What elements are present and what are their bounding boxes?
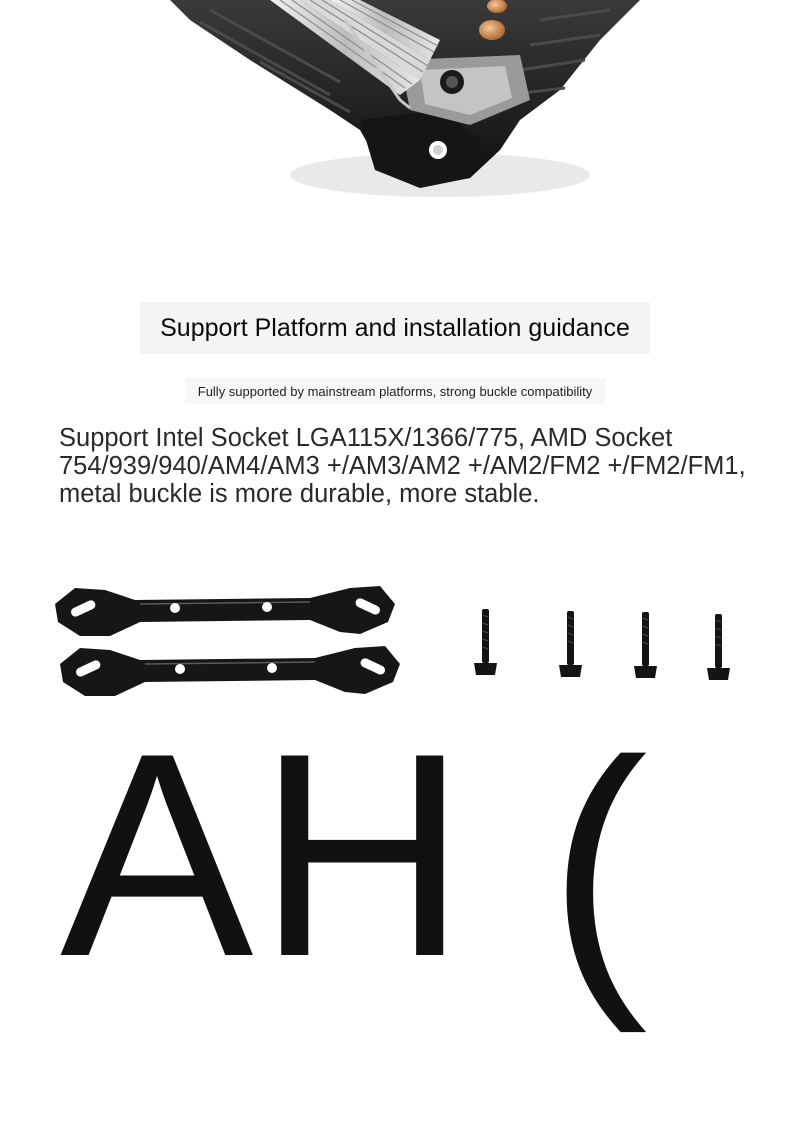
large-text-parenthesis: ( [548,698,648,1034]
section-heading-box [140,302,650,354]
mounting-brackets-image [50,582,405,704]
large-text-letters: AH [60,693,471,1017]
cpu-cooler-image [0,0,790,210]
section-subheading: Fully supported by mainstream platforms, strong buckle compatibility [185,378,605,404]
section-heading: Support Platform and installation guidance [160,313,630,342]
screws-image [465,605,745,685]
socket-support-description: Support Intel Socket LGA115X/1366/775, AMD Socket 754/939/940/AM4/AM3 +/AM3/AM2 +/AM2/FM2 +/FM2/FM1, metal buckle is more durable, more stable. [59,424,746,508]
